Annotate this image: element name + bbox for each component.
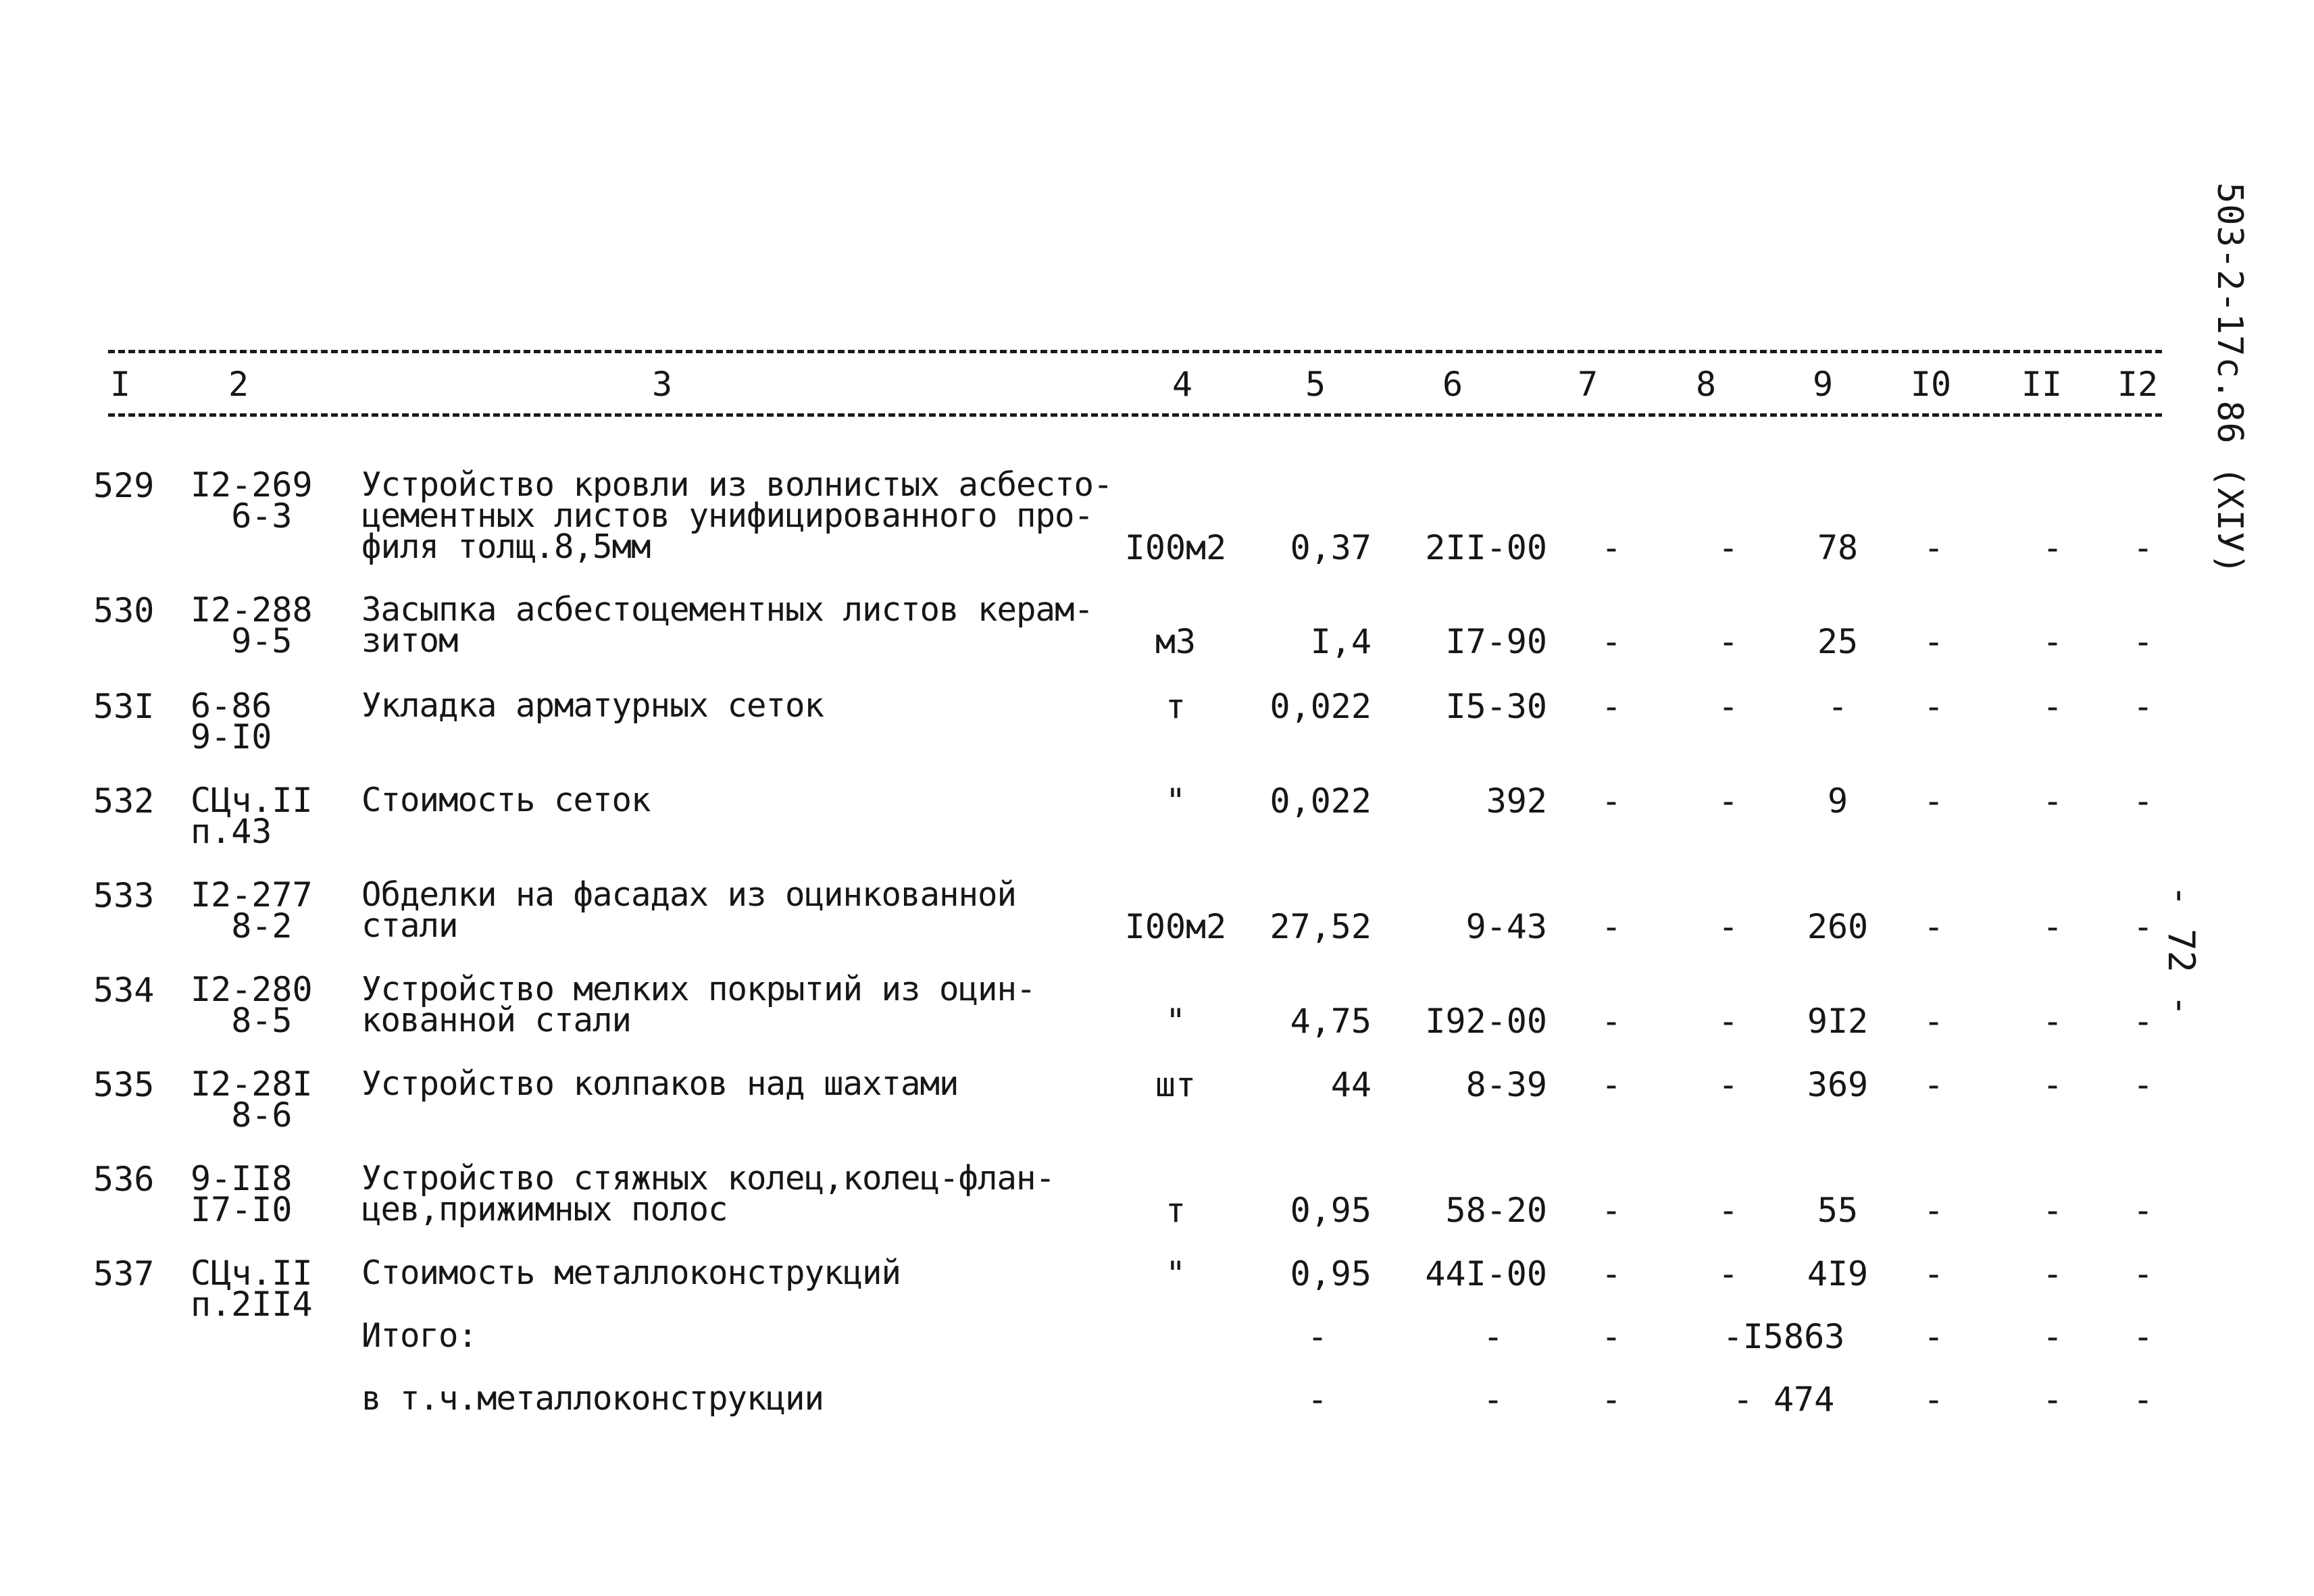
row-col12: - — [2132, 907, 2154, 946]
totals-col11: - — [2042, 1317, 2063, 1356]
row-price: I7-90 — [1445, 622, 1547, 661]
totals-label: в т.ч.металлоконструкции — [361, 1379, 824, 1418]
row-price: 44I-00 — [1425, 1254, 1547, 1293]
row-col9: - — [1827, 687, 1848, 726]
row-col7: - — [1601, 1191, 1622, 1230]
row-quantity: 0,95 — [1290, 1191, 1372, 1230]
row-col7: - — [1601, 622, 1622, 661]
row-unit: I00м2 — [1124, 528, 1227, 567]
row-col7: - — [1601, 1065, 1622, 1104]
row-description: Укладка арматурных сеток — [361, 686, 824, 725]
totals-quantity: - — [1307, 1380, 1328, 1419]
row-col7: - — [1601, 907, 1622, 946]
row-col10: - — [1923, 622, 1944, 661]
row-number: 535 — [93, 1065, 155, 1104]
row-col11: - — [2042, 1254, 2063, 1293]
header-col-3: 3 — [651, 365, 673, 404]
header-rule-top — [108, 350, 2162, 353]
row-number: 534 — [93, 971, 155, 1010]
row-number: 537 — [93, 1254, 155, 1293]
totals-price: - — [1482, 1380, 1504, 1419]
page-number: - 72 - — [2160, 885, 2203, 1017]
row-description: Стоимость металлоконструкций — [361, 1254, 901, 1292]
row-code: I2-269 6-3 — [191, 465, 313, 536]
header-col-1: I — [109, 365, 131, 404]
row-col11: - — [2042, 528, 2063, 567]
row-number: 532 — [93, 781, 155, 821]
row-col12: - — [2132, 781, 2154, 821]
row-description: Устройство стяжных колец,колец-флан- цев,прижимных полос — [361, 1159, 1055, 1229]
row-col7: - — [1601, 1002, 1622, 1041]
row-col11: - — [2042, 907, 2063, 946]
row-quantity: 0,022 — [1269, 781, 1372, 821]
row-price: 9-43 — [1465, 907, 1547, 946]
row-quantity: 27,52 — [1269, 907, 1372, 946]
row-price: I5-30 — [1445, 687, 1547, 726]
row-col10: - — [1923, 528, 1944, 567]
header-rule-bottom — [108, 413, 2162, 417]
row-quantity: 44 — [1330, 1065, 1372, 1104]
row-code: СЦч.II п.2II4 — [191, 1254, 313, 1324]
row-col10: - — [1923, 781, 1944, 821]
row-number: 530 — [93, 591, 155, 630]
row-price: 8-39 — [1465, 1065, 1547, 1104]
row-col9: 9I2 — [1807, 1002, 1869, 1041]
row-unit: I00м2 — [1124, 907, 1227, 946]
row-col12: - — [2132, 1254, 2154, 1293]
row-col8: - — [1717, 1065, 1739, 1104]
totals-col9: -I5863 — [1722, 1317, 1845, 1356]
row-unit: " — [1165, 1254, 1186, 1293]
row-number: 529 — [93, 466, 155, 505]
totals-price: - — [1482, 1317, 1504, 1356]
row-price: 2II-00 — [1425, 528, 1547, 567]
header-col-8: 8 — [1695, 365, 1717, 404]
row-col9: 25 — [1817, 622, 1859, 661]
row-col10: - — [1923, 1065, 1944, 1104]
header-col-7: 7 — [1577, 365, 1599, 404]
totals-quantity: - — [1307, 1317, 1328, 1356]
row-number: 53I — [93, 687, 155, 726]
row-col12: - — [2132, 1065, 2154, 1104]
row-price: 392 — [1486, 781, 1547, 821]
row-quantity: 0,37 — [1290, 528, 1372, 567]
row-col7: - — [1601, 687, 1622, 726]
totals-label: Итого: — [361, 1316, 478, 1355]
row-code: 6-86 9-I0 — [191, 686, 272, 756]
row-number: 533 — [93, 876, 155, 915]
totals-col12: - — [2132, 1317, 2154, 1356]
header-col-10: I0 — [1910, 365, 1952, 404]
row-quantity: I,4 — [1310, 622, 1372, 661]
row-unit: т — [1165, 687, 1186, 726]
row-col12: - — [2132, 687, 2154, 726]
totals-col11: - — [2042, 1380, 2063, 1419]
row-col11: - — [2042, 622, 2063, 661]
totals-col7: - — [1601, 1317, 1622, 1356]
row-col10: - — [1923, 1002, 1944, 1041]
row-price: I92-00 — [1425, 1002, 1547, 1041]
row-unit: м3 — [1155, 622, 1197, 661]
row-col9: 369 — [1807, 1065, 1869, 1104]
row-col12: - — [2132, 528, 2154, 567]
row-col9: 260 — [1807, 907, 1869, 946]
totals-col7: - — [1601, 1380, 1622, 1419]
row-description: Устройство кровли из волнистых асбесто- цементных листов унифицированного про- филя толщ.8,5мм — [361, 465, 1113, 566]
row-col10: - — [1923, 1254, 1944, 1293]
row-description: Засыпка асбестоцементных листов керам- зитом — [361, 590, 1094, 660]
row-quantity: 0,022 — [1269, 687, 1372, 726]
row-code: I2-277 8-2 — [191, 875, 313, 946]
row-unit: " — [1165, 1002, 1186, 1041]
totals-col10: - — [1923, 1317, 1944, 1356]
row-col8: - — [1717, 1191, 1739, 1230]
header-col-5: 5 — [1305, 365, 1326, 404]
header-col-6: 6 — [1442, 365, 1463, 404]
side-document-code: 503-2-17с.86 (XIУ) — [2209, 182, 2250, 575]
row-col7: - — [1601, 528, 1622, 567]
row-col9: 78 — [1817, 528, 1859, 567]
row-quantity: 0,95 — [1290, 1254, 1372, 1293]
row-number: 536 — [93, 1160, 155, 1199]
row-col7: - — [1601, 1254, 1622, 1293]
row-col12: - — [2132, 1002, 2154, 1041]
row-col10: - — [1923, 1191, 1944, 1230]
header-col-4: 4 — [1172, 365, 1193, 404]
row-col9: 4I9 — [1807, 1254, 1869, 1293]
header-col-11: II — [2021, 365, 2063, 404]
header-col-12: I2 — [2117, 365, 2159, 404]
row-code: I2-280 8-5 — [191, 970, 313, 1040]
row-col11: - — [2042, 687, 2063, 726]
row-col11: - — [2042, 1002, 2063, 1041]
row-code: I2-28I 8-6 — [191, 1064, 313, 1135]
row-col12: - — [2132, 1191, 2154, 1230]
row-col8: - — [1717, 1254, 1739, 1293]
row-col8: - — [1717, 907, 1739, 946]
row-description: Устройство колпаков над шахтами — [361, 1064, 959, 1103]
row-col10: - — [1923, 907, 1944, 946]
totals-col10: - — [1923, 1380, 1944, 1419]
row-col9: 55 — [1817, 1191, 1859, 1230]
row-col11: - — [2042, 1065, 2063, 1104]
row-col8: - — [1717, 1002, 1739, 1041]
row-description: Обделки на фасадах из оцинкованной стали — [361, 875, 1017, 945]
row-code: I2-288 9-5 — [191, 590, 313, 661]
header-col-2: 2 — [228, 365, 249, 404]
row-code: СЦч.II п.43 — [191, 781, 313, 851]
row-col7: - — [1601, 781, 1622, 821]
row-col10: - — [1923, 687, 1944, 726]
row-col11: - — [2042, 781, 2063, 821]
row-description: Устройство мелких покрытий из оцин- кованной стали — [361, 970, 1036, 1039]
row-col9: 9 — [1827, 781, 1848, 821]
totals-col9: - 474 — [1732, 1380, 1835, 1419]
row-unit: шт — [1155, 1065, 1197, 1104]
row-col8: - — [1717, 622, 1739, 661]
row-col8: - — [1717, 781, 1739, 821]
row-col8: - — [1717, 687, 1739, 726]
row-code: 9-II8 I7-I0 — [191, 1159, 293, 1229]
row-price: 58-20 — [1445, 1191, 1547, 1230]
row-col11: - — [2042, 1191, 2063, 1230]
row-unit: " — [1165, 781, 1186, 821]
row-description: Стоимость сеток — [361, 781, 651, 819]
row-quantity: 4,75 — [1290, 1002, 1372, 1041]
row-col8: - — [1717, 528, 1739, 567]
row-col12: - — [2132, 622, 2154, 661]
header-col-9: 9 — [1812, 365, 1834, 404]
totals-col12: - — [2132, 1380, 2154, 1419]
row-unit: т — [1165, 1191, 1186, 1230]
